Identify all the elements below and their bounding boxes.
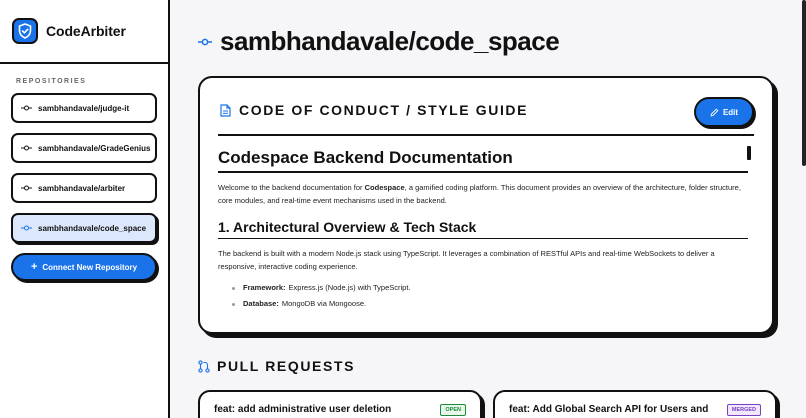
doc-scrollbar[interactable] [747,146,751,160]
repo-item-arbiter[interactable] [11,173,157,203]
sidebar [0,0,170,418]
divider [218,134,754,136]
doc-list [218,283,748,309]
main-content [172,0,806,418]
list-item-label: Framework: [243,283,286,292]
repo-item-label: sambhandavale/GradeGenius [38,143,151,153]
plus-icon: + [30,260,38,273]
edit-button[interactable] [694,97,754,127]
doc-text: Welcome to the backend documentation for [218,183,365,192]
repo-item-gradegenius[interactable] [11,133,157,163]
style-guide-header [220,102,528,118]
brand[interactable] [0,0,168,64]
pull-request-icon [198,360,210,373]
git-commit-icon [21,185,32,191]
pull-request-title: feat: add administrative user deletion [214,404,392,415]
connect-repository-button[interactable] [11,253,157,281]
style-guide-card [198,76,774,334]
repositories-label: REPOSITORIES [16,78,87,85]
list-item-label: Database: [243,299,279,308]
doc-paragraph: The backend is built with a modern Node.js stack using TypeScript. It leverages a combination of RESTful APIs and real-time WebSockets to deliver a responsive, interactive coding experience. [218,249,715,271]
pull-request-card[interactable] [493,390,777,418]
git-commit-icon [21,105,32,111]
doc-intro-paragraph [218,182,748,207]
list-item [232,299,748,309]
repo-item-label: sambhandavale/arbiter [38,183,126,193]
page-scrollbar[interactable] [802,0,806,166]
repo-item-label: sambhandavale/judge-it [38,103,130,113]
shield-check-icon [12,18,38,44]
doc-text: , a gamified coding platform. This document provides an overview of the architecture, folder structure, core modules, and real-time event mechanisms used in the backend. [218,183,741,205]
pull-request-card[interactable] [198,390,482,418]
bullet [232,287,235,290]
document-icon [220,104,231,117]
list-item [232,283,748,293]
style-guide-title: CODE OF CONDUCT / STYLE GUIDE [239,102,529,118]
list-item-text: Express.js (Node.js) with TypeScript. [288,283,411,292]
repo-item-label: sambhandavale/code_space [38,223,147,233]
status-badge: OPEN [440,404,466,416]
git-commit-icon [21,225,32,231]
edit-label: Edit [722,107,739,117]
pull-requests-header [198,358,355,374]
repo-list [0,93,168,243]
app-name: CodeArbiter [46,23,126,39]
connect-repository-label: Connect New Repository [42,262,138,272]
pull-requests-title: PULL REQUESTS [217,358,356,374]
list-item-text: MongoDB via Mongoose. [281,299,367,308]
pull-request-title: feat: Add Global Search API for Users and [509,404,709,415]
document-viewer[interactable] [218,144,748,318]
pencil-icon [710,108,719,117]
repo-item-judge-it[interactable] [11,93,157,123]
repo-item-code-space[interactable] [11,213,157,243]
git-commit-icon [21,145,32,151]
status-badge: MERGED [727,404,761,416]
doc-heading: Codespace Backend Documentation [218,148,748,173]
doc-section-heading: 1. Architectural Overview & Tech Stack [218,219,748,239]
doc-bold-text: Codespace [364,183,405,192]
bullet [232,303,235,306]
page-header [198,26,559,57]
page-title: sambhandavale/code_space [220,26,560,56]
git-commit-icon [198,38,212,46]
